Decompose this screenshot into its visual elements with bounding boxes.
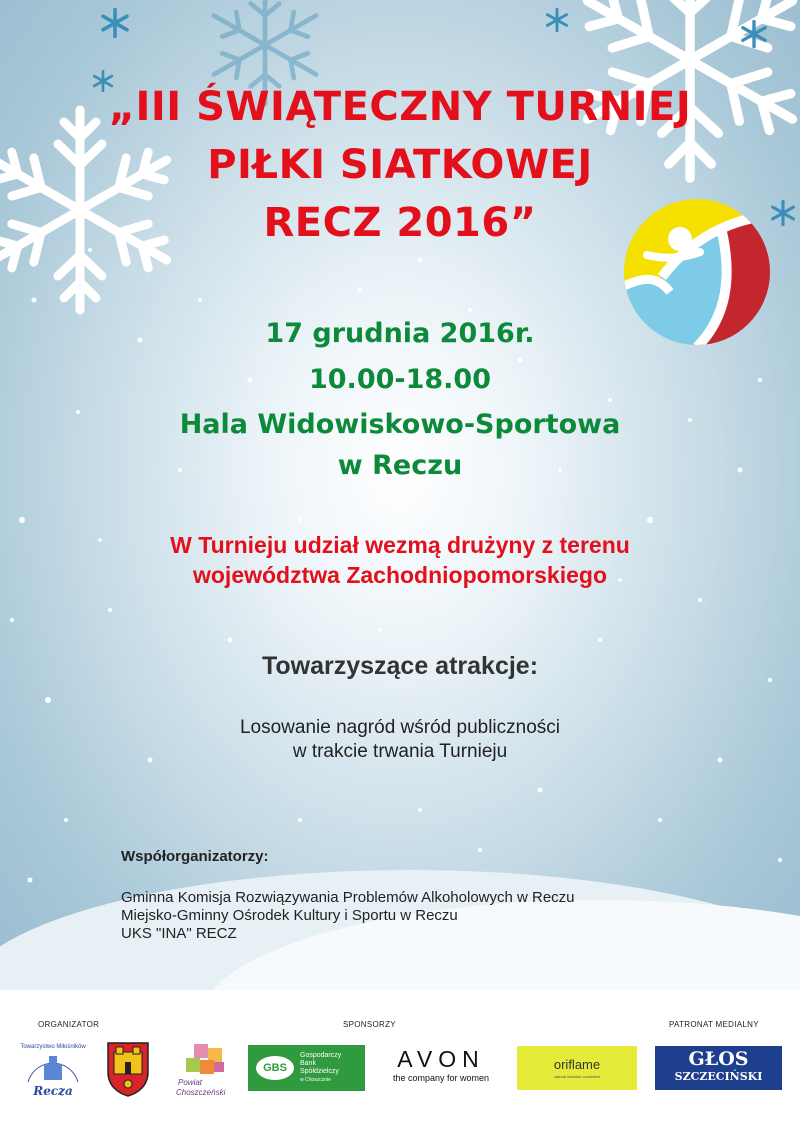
avon-logo (382, 1046, 500, 1090)
title-line-2: PIŁKI SIATKOWEJ (207, 142, 593, 188)
glos-line-2: SZCZECIŃSKI (674, 1070, 763, 1083)
title-line-1: „III ŚWIĄTECZNY TURNIEJ (108, 84, 692, 130)
avon-tagline: the company for women (392, 1073, 490, 1083)
teams-line-2: województwa Zachodniopomorskiego (192, 562, 608, 588)
attractions-line-2: w trakcie trwania Turnieju (292, 741, 508, 762)
avon-name: AVON (397, 1046, 485, 1072)
oriflame-logo (517, 1046, 637, 1090)
powiat-line-2: Choszczeński (176, 1088, 226, 1097)
oriflame-tagline: natural swedish cosmetics (553, 1074, 601, 1079)
gbs-name-line: Spółdzielczy (300, 1068, 339, 1075)
gbs-name-line: w Choszcznie (300, 1077, 331, 1083)
towarzystwo-arc-text: Towarzystwo Miłośników (20, 1044, 86, 1050)
gbs-name (300, 1052, 341, 1084)
gbs-logo (248, 1045, 365, 1091)
coat-of-arms-icon (105, 1040, 151, 1098)
teams-info (0, 530, 800, 590)
gbs-badge (256, 1056, 294, 1080)
snowflake-small (100, 8, 130, 38)
gbs-name-line: Bank (300, 1060, 316, 1067)
glos-line-1: GŁOS (688, 1048, 749, 1070)
attractions-line-1: Losowanie nagród wśród publiczności (239, 717, 561, 738)
powiat-logo (172, 1040, 232, 1102)
attractions-heading: Towarzyszące atrakcje: (261, 652, 539, 680)
gbs-name-line: Gospodarczy (300, 1052, 342, 1059)
powiat-line-1: Powiat (178, 1078, 203, 1087)
oriflame-name: oriflame (553, 1057, 601, 1072)
glos-logo (655, 1046, 782, 1090)
title-line-3: RECZ 2016” (263, 200, 537, 246)
coorganizer-item: Gminna Komisja Rozwiązywania Problemów Alkoholowych w Reczu (121, 889, 575, 906)
snowflake-small (545, 8, 569, 32)
coorganizer-item: Miejsko-Gminny Ośrodek Kultury i Sportu w Reczu (121, 907, 458, 924)
snowflake-small (740, 20, 768, 48)
teams-line-1: W Turnieju udział wezmą drużyny z terenu (170, 532, 630, 558)
towarzystwo-name: Recza (33, 1084, 73, 1098)
coorganizers-list (121, 889, 575, 943)
powiat-mosaic-icon (172, 1040, 232, 1080)
organizer-label: ORGANIZATOR (38, 1020, 100, 1029)
gbs-short: GBS (263, 1062, 287, 1074)
event-time: 10.00-18.00 (308, 364, 491, 395)
attractions-text (0, 716, 800, 764)
event-venue: Hala Widowiskowo-Sportowa (179, 409, 621, 440)
event-venue-city: w Reczu (337, 450, 463, 481)
coorganizers-heading: Współorganizatorzy: (121, 848, 269, 865)
sponsors-label: SPONSORZY (343, 1020, 396, 1029)
media-patron-label: PATRONAT MEDIALNY (669, 1020, 759, 1029)
event-date: 17 grudnia 2016r. (265, 318, 535, 349)
towarzystwo-logo (20, 1042, 86, 1102)
coorganizer-item: UKS "INA" RECZ (121, 925, 237, 942)
